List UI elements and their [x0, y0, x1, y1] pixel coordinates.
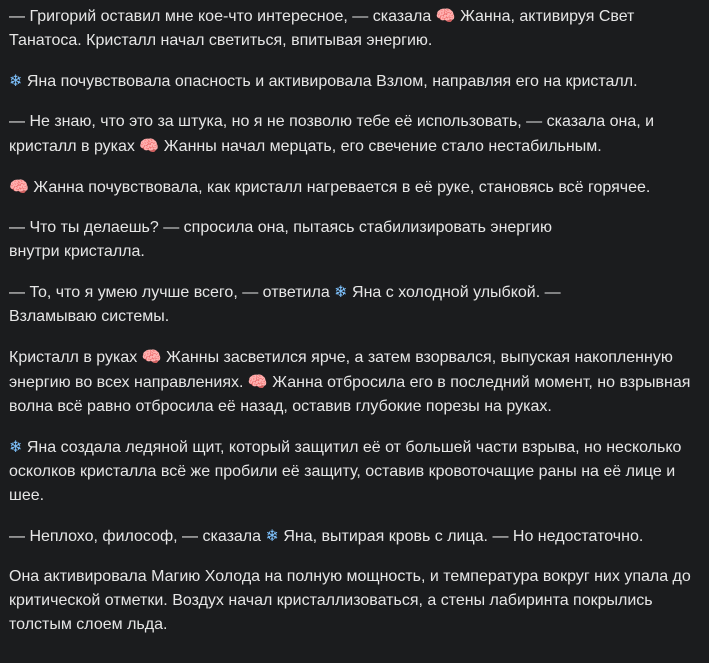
paragraph-text: Кристалл в руках: [9, 349, 142, 366]
brain-icon: 🧠: [247, 372, 268, 391]
snowflake-icon: ❄: [9, 71, 23, 90]
paragraph-text: Она активировала Магию Холода на полную мощность, и температура вокруг них упала до критической отметки. Воздух начал кристаллизоваться, а стены лабиринта покрылись толстым слоем льда.: [9, 568, 691, 633]
paragraph-text: Яна создала ледяной щит, который защитил её от большей части взрыва, но несколько осколков кристалла всё же пробили её защиту, оставив кровоточащие раны на её лице и шее.: [9, 439, 682, 504]
paragraph-text: — То, что я умею лучше всего, — ответила: [9, 284, 335, 301]
story-paragraph: [9, 216, 574, 264]
brain-icon: 🧠: [139, 136, 160, 155]
paragraph-text: Жанны начал мерцать, его свечение стало нестабильным.: [159, 138, 602, 155]
story-paragraph: [9, 175, 699, 200]
paragraph-text: — Что ты делаешь? — спросила она, пытаясь стабилизировать энергию внутри кристалла.: [9, 219, 552, 260]
paragraph-text: Жанна, активируя Свет Танатоса. Кристалл начал светиться, впитывая энергию.: [9, 8, 635, 49]
paragraph-text: Яна с холодной улыбкой. — Взламываю системы.: [9, 284, 561, 325]
story-paragraph: [9, 280, 589, 329]
paragraph-text: — Не знаю, что это за штука, но я не позволю тебе её использовать, — сказала она, и кристалл в руках: [9, 113, 655, 155]
story-paragraph: [9, 565, 699, 637]
paragraph-text: Жанны засветился ярче, а затем взорвался, выпуская накопленную энергию во всех направлениях.: [9, 349, 673, 391]
brain-icon: 🧠: [9, 177, 29, 196]
paragraph-text: Жанна почувствовала, как кристалл нагревается в её руке, становясь всё горячее.: [28, 179, 651, 196]
brain-icon: 🧠: [435, 6, 456, 25]
paragraph-text: Жанна отбросила его в последний момент, но взрывная волна всё равно отбросила её назад, оставив глубокие порезы на руках.: [9, 374, 691, 415]
story-paragraph: [9, 4, 699, 53]
paragraph-text: Яна почувствовала опасность и активировала Взлом, направляя его на кристалл.: [22, 73, 638, 90]
story-paragraph: [9, 110, 699, 159]
story-paragraph: [9, 435, 699, 508]
story-paragraph: [9, 524, 699, 549]
paragraph-text: Яна, вытирая кровь с лица. — Но недостаточно.: [278, 528, 644, 545]
story-paragraph: [9, 69, 699, 94]
snowflake-icon: ❄: [9, 437, 23, 456]
paragraph-text: — Неплохо, философ, — сказала: [9, 528, 266, 545]
brain-icon: 🧠: [141, 347, 162, 366]
story-text: [9, 4, 699, 653]
snowflake-icon: ❄: [265, 526, 279, 545]
story-paragraph: [9, 345, 699, 419]
paragraph-text: — Григорий оставил мне кое-что интересное, — сказала: [9, 8, 436, 25]
snowflake-icon: ❄: [334, 282, 348, 301]
